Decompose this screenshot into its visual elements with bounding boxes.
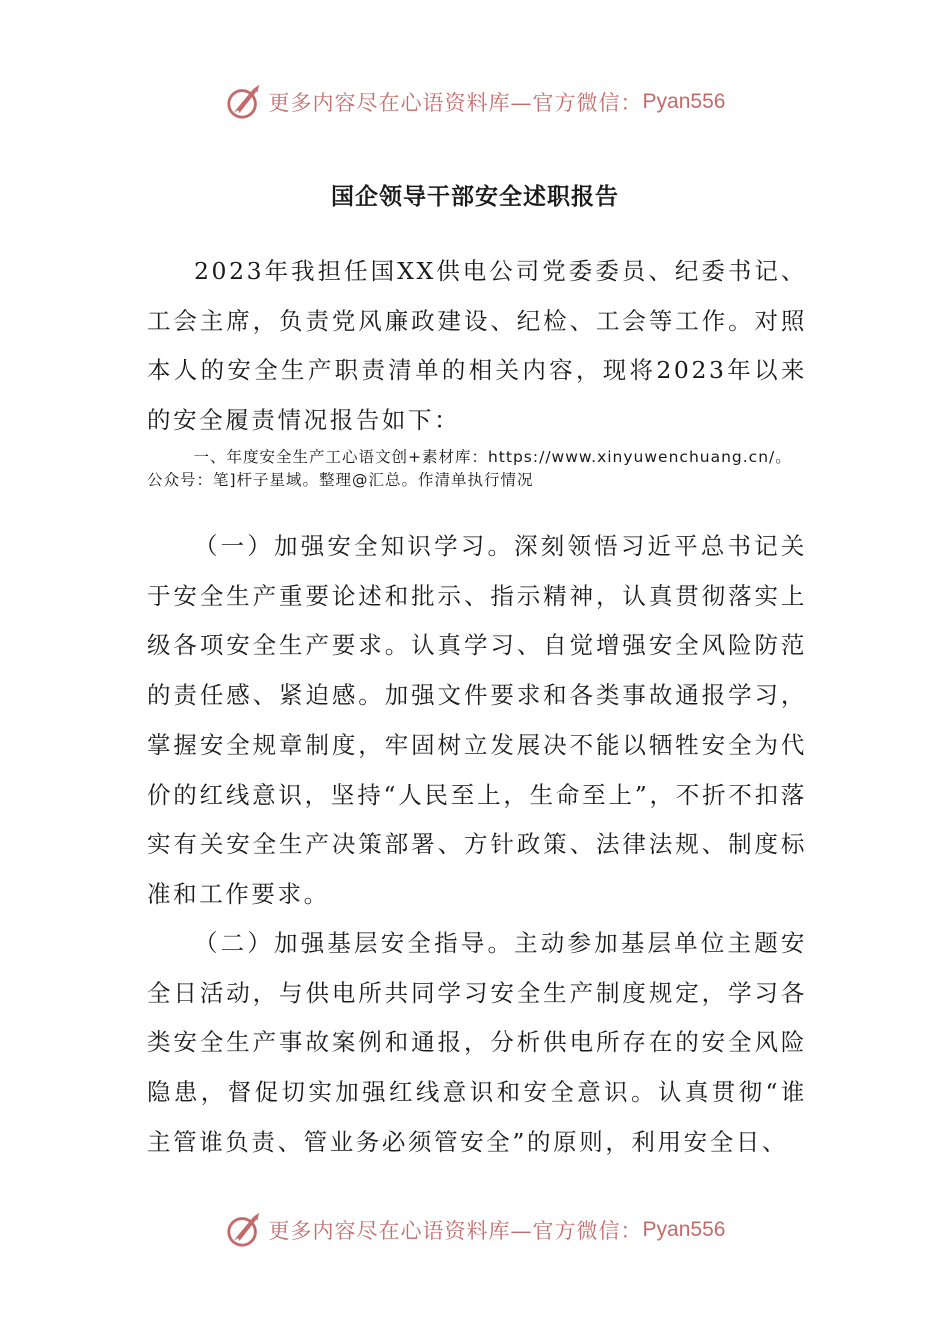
document-title: 国企领导干部安全述职报告 (331, 183, 619, 210)
quill-pen-logo-icon (225, 1211, 263, 1249)
item2-paragraph: （二）加强基层安全指导。主动参加基层单位主题安全日活动，与供电所共同学习安全生产制度规定，学习各类安全生产事故案例和通报，分析供电所存在的安全风险隐患，督促切实加强红线意识和安全意识。认真贯彻“谁主管谁负责、管业务必须管安全”的原则，利用安全日、 (147, 929, 807, 1156)
section1-heading: 一、年度安全生产工心语文创+素材库：https://www.xinyuwenchuang.cn/。公众号：笔]杆子星域。整理@汇总。作清单执行情况 (147, 448, 792, 489)
item1-paragraph: （一）加强安全知识学习。深刻领悟习近平总书记关于安全生产重要论述和批示、指示精神，认真贯彻落实上级各项安全生产要求。认真学习、自觉增强安全风险防范的责任感、紧迫感。加强文件要求和各类事故通报学习，掌握安全规章制度，牢固树立发展决不能以牺牲安全为代价的红线意识，坚持“人民至上，生命至上”，不折不扣落实有关安全生产决策部署、方针政策、法律法规、制度标准和工作要求。 (147, 532, 807, 908)
watermark-text: 更多内容尽在心语资料库—官方微信： (268, 1219, 643, 1243)
watermark-text: 更多内容尽在心语资料库—官方微信： (268, 91, 643, 115)
watermark-handle: Pyan556 (642, 1218, 726, 1241)
footer-watermark (0, 1208, 950, 1252)
intro-paragraph: 2023年我担任国XX供电公司党委委员、纪委书记、工会主席，负责党风廉政建设、纪检、工会等工作。对照本人的安全生产职责清单的相关内容，现将2023年以来的安全履责情况报告如下： (147, 257, 807, 435)
watermark-handle: Pyan556 (642, 90, 726, 113)
quill-pen-logo-icon (225, 83, 263, 121)
header-watermark (0, 80, 950, 124)
